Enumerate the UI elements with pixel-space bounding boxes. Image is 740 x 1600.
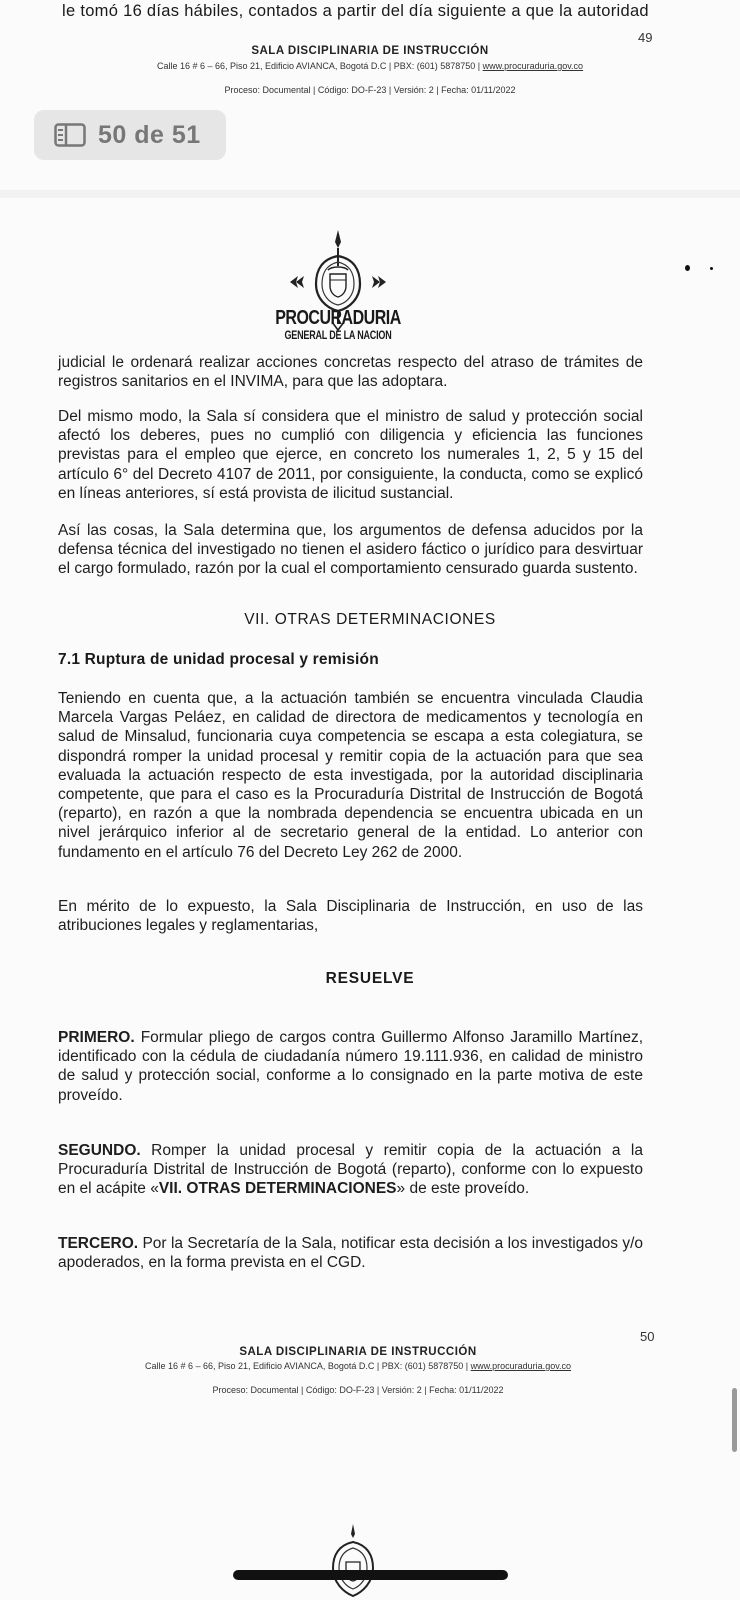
tercero-label: TERCERO.	[58, 1235, 139, 1252]
footer-meta: Proceso: Documental | Código: DO-F-23 | Versión: 2 | Fecha: 01/11/2022	[212, 1385, 504, 1395]
segundo-text: Romper la unidad procesal y remitir copia de la actuación a la Procuraduría Distrital de Instrucción de Bogotá (reparto), conforme con lo expuesto en el acápite «	[58, 1142, 643, 1198]
tercero-text: Por la Secretaría de la Sala, notificar esta decisión a los investigados y/o apoderados, en la forma prevista en el CGD.	[58, 1235, 643, 1272]
paragraph: Así las cosas, la Sala determina que, los argumentos de defensa aducidos por la defensa técnica del investigado no tienen el asidero fáctico o jurídico para desvirtuar el cargo formulado, razón por la cual el comportamiento censurado guarda sustento.	[58, 522, 643, 578]
segundo-label: SEGUNDO.	[58, 1142, 141, 1159]
footer-address-text: Calle 16 # 6 – 66, Piso 21, Edificio AVIANCA, Bogotá D.C | PBX: (601) 5878750 |	[144, 1361, 471, 1371]
footer-website-link[interactable]: www.procuraduria.gov.co	[470, 1361, 572, 1371]
segundo-reference: VII. OTRAS DETERMINACIONES	[158, 1180, 397, 1198]
scrollbar[interactable]	[732, 1388, 737, 1452]
logo-title: PROCURADURIA	[275, 307, 401, 329]
scan-mark	[685, 265, 690, 271]
scan-mark	[710, 267, 713, 270]
page-number: 49	[638, 30, 653, 45]
next-page-seal-icon	[313, 1522, 393, 1600]
page-number: 50	[640, 1329, 655, 1344]
section-heading: VII. OTRAS DETERMINACIONES	[244, 611, 496, 628]
paragraph: judicial le ordenará realizar acciones concretas respecto del atraso de trámites de registros sanitarios en el INVIMA, para que las adoptara.	[58, 354, 643, 391]
footer-meta: Proceso: Documental | Código: DO-F-23 | Versión: 2 | Fecha: 01/11/2022	[224, 85, 516, 95]
footer-title: SALA DISCIPLINARIA DE INSTRUCCIÓN	[239, 1346, 477, 1358]
paragraph: Teniendo en cuenta que, a la actuación también se encuentra vinculada Claudia Marcela Vargas Peláez, en calidad de directora de medicamentos y tecnología en salud de Minsalud, funcionaria cuya competencia se escapa a esta colegiatura, se dispondrá romper la unidad procesal y remitir copia de la actuación para que sea evaluada la actuación respecto de esta investigada, por la autoridad disciplinaria competente, que para el caso es la Procuraduría Distrital de Instrucción de Bogotá (reparto), en razón a que la nombrada dependencia se encuentra ubicada en un nivel jerárquico inferior al de secretario general de la entidad. Lo anterior con fundamento en el artículo 76 del Decreto Ley 262 de 2000.	[58, 690, 643, 861]
subsection-heading: 7.1 Ruptura de unidad procesal y remisión	[58, 651, 379, 668]
procuraduria-seal-icon	[288, 226, 388, 366]
page-indicator-label: 50 de 51	[98, 120, 201, 149]
footer-address	[0, 1361, 728, 1371]
resolution-tercero	[58, 1234, 643, 1272]
home-indicator[interactable]	[233, 1570, 508, 1580]
resolution-primero	[58, 1028, 643, 1105]
previous-page	[0, 0, 740, 190]
footer-website-link[interactable]: www.procuraduria.gov.co	[482, 61, 584, 71]
footer-address	[0, 61, 740, 71]
paragraph: Del mismo modo, la Sala sí considera que el ministro de salud y protección social afectó los deberes, pues no cumplió con diligencia y eficiencia las funciones previstas para el empleo que ejerce, en concreto los numerales 1, 2, 5 y 15 del artículo 6° del Decreto 4107 de 2011, por consiguiente, la conducta, como se explicó en líneas anteriores, sí está provista de ilicitud sustancial.	[58, 408, 643, 502]
previous-page-last-line: le tomó 16 días hábiles, contados a partir del día siguiente a que la autoridad	[62, 2, 649, 20]
resolution-segundo	[58, 1141, 643, 1199]
pages-sidebar-icon	[54, 123, 86, 147]
footer-title: SALA DISCIPLINARIA DE INSTRUCCIÓN	[251, 45, 489, 57]
primero-label: PRIMERO.	[58, 1029, 135, 1046]
segundo-text-end: » de este proveído.	[396, 1180, 530, 1198]
logo-subtitle: GENERAL DE LA NACION	[284, 328, 392, 342]
resolution-heading: RESUELVE	[325, 970, 415, 987]
paragraph: En mérito de lo expuesto, la Sala Disciplinaria de Instrucción, en uso de las atribuciones legales y reglamentarias,	[58, 898, 643, 935]
page-indicator[interactable]	[34, 110, 226, 160]
footer-address-text: Calle 16 # 6 – 66, Piso 21, Edificio AVIANCA, Bogotá D.C | PBX: (601) 5878750 |	[156, 61, 483, 71]
current-page	[0, 198, 740, 1600]
primero-text: Formular pliego de cargos contra Guillermo Alfonso Jaramillo Martínez, identificado con la cédula de ciudadanía número 19.111.936, en calidad de ministro de salud y protección social, conforme a lo consignado en la parte motiva de este proveído.	[58, 1029, 643, 1104]
